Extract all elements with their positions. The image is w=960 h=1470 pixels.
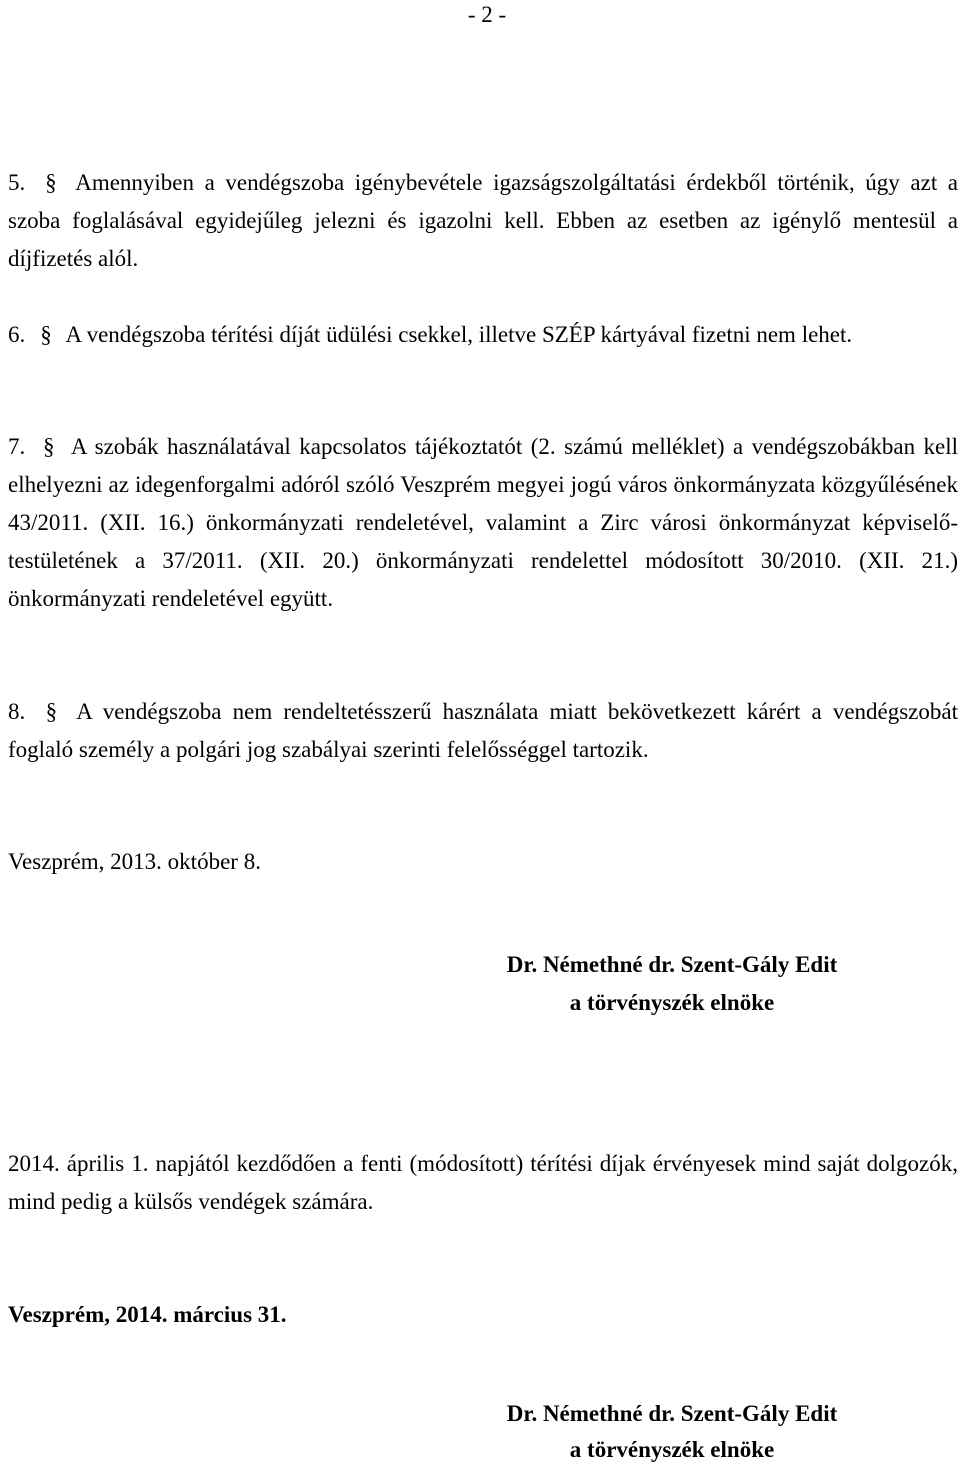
section-sign: § bbox=[42, 434, 55, 459]
paragraph-text: A vendégszoba térítési díját üdülési csekkel, illetve SZÉP kártyával fizetni nem lehet. bbox=[65, 322, 853, 347]
second-signatory-title: a törvényszék elnöke bbox=[569, 1437, 775, 1462]
page-number: - 2 - bbox=[467, 2, 507, 27]
first-place-date: Veszprém, 2013. október 8. bbox=[8, 849, 261, 874]
paragraph-5 bbox=[8, 164, 958, 278]
paragraph-8 bbox=[8, 693, 958, 769]
paragraph-text: A szobák használatával kapcsolatos tájékoztatót (2. számú melléklet) a vendégszobákban kell elhelyezni az idegenforgalmi adóról szóló Veszprém megyei jogú város önkormányzata közgyűlésének 43/2011. (XII. 16.) önkormányzati rendeletével, valamint a Zirc városi önkormányzat képviselő-testületének a 37/2011. (XII. 20.) önkormányzati rendelettel módosított 30/2010. (XII. 21.) önkormányzati rendeletével együtt. bbox=[8, 434, 958, 611]
first-signatory-name: Dr. Némethné dr. Szent-Gály Edit bbox=[506, 952, 838, 977]
paragraph-number: 5. bbox=[8, 170, 26, 195]
first-signatory-title: a törvényszék elnöke bbox=[569, 990, 775, 1015]
paragraph-number: 6. bbox=[8, 322, 26, 347]
second-signatory-name: Dr. Némethné dr. Szent-Gály Edit bbox=[506, 1401, 838, 1426]
effective-date-notice: 2014. április 1. napjától kezdődően a fenti (módosított) térítési díjak érvényesek mind saját dolgozók, mind pedig a külsős vendégek számára. bbox=[8, 1151, 958, 1214]
section-sign: § bbox=[45, 170, 57, 195]
document-page bbox=[8, 0, 958, 1470]
paragraph-number: 7. bbox=[8, 434, 26, 459]
paragraph-7 bbox=[8, 428, 958, 618]
section-sign: § bbox=[45, 699, 58, 724]
paragraph-number: 8. bbox=[8, 699, 26, 724]
paragraph-6 bbox=[8, 316, 958, 354]
second-place-date: Veszprém, 2014. március 31. bbox=[8, 1302, 287, 1327]
paragraph-text: A vendégszoba nem rendeltetésszerű használata miatt bekövetkezett kárért a vendégszobát foglaló személy a polgári jog szabályai szerinti felelősséggel tartozik. bbox=[8, 699, 958, 762]
section-sign: § bbox=[40, 322, 52, 347]
paragraph-text: Amennyiben a vendégszoba igénybevétele igazságszolgáltatási érdekből történik, úgy azt a szoba foglalásával egyidejűleg jelezni és igazolni kell. Ebben az esetben az igénylő mentesül a díjfizetés alól. bbox=[8, 170, 959, 271]
